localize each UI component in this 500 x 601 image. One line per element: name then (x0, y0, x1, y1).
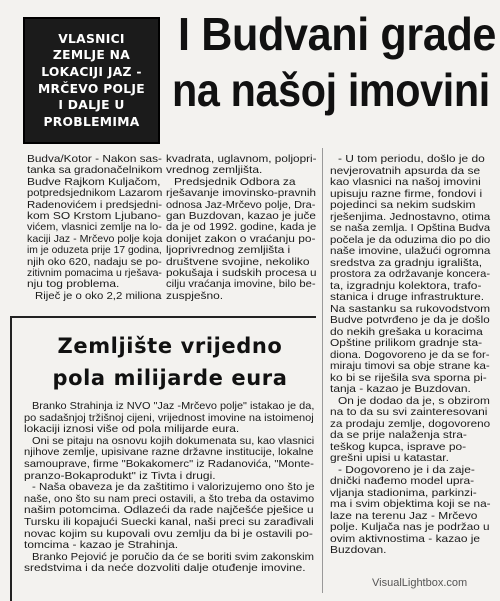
sidebar-headline-line: Zemljište vrijedno (57, 334, 283, 358)
text-line: tanja - kazao je Buzdovan. (330, 384, 471, 395)
text-line: sredstvima i da neće dozvoliti dalje otuđenje imovine. (24, 563, 306, 575)
text-line: - U tom periodu, došlo je do (338, 154, 485, 165)
kicker-line: LOKACIJI JAZ - (41, 64, 142, 79)
kicker-line: MRČEVO POLJE (37, 81, 146, 96)
text-line: vljanja stadionima, parkinzi- (330, 487, 477, 499)
kicker-box (23, 17, 160, 144)
text-line: tanka sa gradonačelnikom (27, 165, 163, 177)
kicker-line: VLASNICI (58, 31, 125, 46)
headline-line: na našoj imovini (172, 64, 490, 116)
text-line: ma i svim objektima koji se na- (330, 499, 491, 510)
text-line: ljoprivrednog zemljišta i (166, 245, 291, 257)
text-line: vrednog zemljišta. (166, 165, 263, 177)
text-line: Buzdovan. (330, 545, 387, 556)
text-line: Predsjednik Odbora za (174, 176, 296, 188)
text-line: polje. Kuljača nas je podržao u (330, 522, 490, 533)
text-line: - Dogovoreno je i da zaje- (338, 464, 475, 476)
text-line: laze na terenu Jaz - Mrčevo (330, 510, 478, 522)
text-line: lokaciji iznosi više od pola milijarde eura. (24, 424, 240, 436)
text-line: zuspješno. (166, 290, 224, 302)
text-line: stanica i druge infrastrukture. (330, 292, 485, 303)
text-line: nju tog problema. (27, 279, 120, 291)
text-line: društvene svojine, nekoliko (166, 256, 310, 268)
text-line: pojedinci sa nekim sudskim (330, 200, 476, 211)
headline-line: I Budvani grade (178, 8, 497, 60)
text-line: Riječ je o oko 2,2 miliona (35, 290, 162, 302)
sidebar-headline-line: pola milijarde eura (52, 366, 288, 390)
text-line: sredstva za gradnju igrališta, (330, 257, 483, 269)
text-line: ko bi se riješila sva sporna pi- (330, 372, 487, 384)
text-line: - Naša obaveza je da zaštitimo i valorizujemo ono što je (32, 482, 315, 494)
text-line: na to da su svi zainteresovani (330, 407, 488, 418)
text-line: miraju timovi sa obje strane ka- (330, 361, 490, 372)
text-line: On je dodao da je, s obzirom (338, 395, 490, 407)
text-line: prostora za održavanje koncera- (330, 269, 491, 280)
text-line: vićem, vlasnici zemlje na lo- (27, 222, 162, 234)
headline (170, 6, 496, 126)
text-line: Budva/Kotor - Nakon sas- (27, 154, 162, 165)
text-line: Budve potvrđeno je da je došlo (330, 315, 490, 326)
kicker-line: I DALJE U (58, 98, 125, 113)
text-line: kvadrata, uglavnom, poljopri- (166, 154, 317, 165)
sidebar-headline (24, 330, 316, 394)
text-line: donijet zakon o vraćanju po- (166, 233, 316, 245)
text-line: ta, izgradnju kolektora, trafo- (330, 280, 482, 292)
text-line: pranzo-Bokaprodukt" iz Tivta i drugi. (24, 470, 216, 482)
text-line: našim potomcima. Odlazeći da rade najčešće pješice u (24, 505, 314, 517)
text-line: grešni upisi u katastar. (330, 453, 449, 464)
text-line: ovim aktivnostima - kazao je (330, 533, 481, 545)
text-line: Opštine prilikom gradnje sta- (330, 338, 483, 349)
text-line: tomcima - kazao je Strahinja. (24, 540, 179, 552)
text-line: naše imovine, ulažući ogromna (330, 246, 491, 257)
text-line: Tursku ili kopajući Suecki kanal, naši preci su zarađivali (24, 517, 314, 528)
text-line: Na sastanku sa rukovodstvom (330, 303, 491, 315)
column-rule (322, 148, 323, 593)
text-line: dnički nađemo model upra- (330, 476, 475, 487)
text-line: do nekih grešaka u koracima (330, 326, 483, 338)
text-line: novac kojim su kupovali ovu zemlju da bi je ostavili po- (24, 528, 313, 540)
text-line: da je od 1992. godine, kada je (166, 222, 317, 234)
text-line: gan Buzdovan, kazao je juče (166, 211, 316, 222)
text-line: zitivnim pomacima u rješava- (27, 268, 162, 279)
text-line: odnosa Jaz-Mrčevo polje, Dra- (166, 199, 316, 211)
text-line: njih oko 620, nadaju se po- (27, 256, 162, 268)
kicker-line: ZEMLJE NA (52, 48, 131, 63)
text-line: za prodaju zemlje, dogovoreno (330, 418, 491, 430)
text-line: rješavanje imovinsko-pravnih (166, 188, 316, 200)
text-line: Radenovićem i predsjedni- (27, 199, 163, 211)
text-line: počela je da oduzima dio po dio (330, 234, 491, 246)
text-line: teškog kupca, isprave po- (330, 441, 467, 453)
text-line: kom SO Krstom Ljubano- (27, 211, 162, 222)
text-line: im je oduzeta prije 17 godina, (27, 245, 162, 257)
text-line: se naša zemlja. I Opština Budva (330, 223, 491, 234)
text-line: nevjerovatnih apsurda da se (330, 165, 481, 177)
text-line: kaciji Jaz - Mrčevo polje koja (27, 233, 163, 245)
text-line: upisuju razne firme, fondovi i (330, 188, 483, 200)
text-line: njihove zemlje, upisivane razne državne institucije, lokalne (24, 447, 314, 459)
text-line: pokušaja i sudskih procesa u (166, 268, 317, 279)
text-line: samouprave, firme "Bokakomerc" iz Radanovića, "Monte- (24, 459, 314, 470)
text-line: Oni se pitaju na osnovu kojih dokumenata su, kao vlasnici (32, 435, 315, 447)
text-line: rješenjima. Jednostavno, otima (330, 211, 491, 223)
text-line: Branko Strahinja iz NVO "Jaz -Mrčevo polje" istakao je da, (32, 401, 315, 412)
text-line: Branko Pejović je poručio da će se boriti svim zakonskim (32, 551, 314, 563)
text-line: po sadašnjoj tržišnoj cijeni, vrijednost imovine na istoimenoj (24, 412, 314, 424)
text-line: cilju vraćanja imovine, bilo be- (166, 279, 316, 291)
text-line: da se prije nalaženja stra- (330, 430, 467, 441)
text-line: Budve Rajkom Kuljačom, (27, 176, 161, 188)
kicker-line: PROBLEMIMA (43, 114, 140, 129)
text-line: kao vlasnici na našoj imovini (330, 177, 481, 188)
text-line: diona. Dogovoreno je da se for- (330, 349, 490, 361)
watermark: VisualLightbox.com (372, 577, 468, 589)
text-line: potpredsjednikom Lazarom (27, 188, 163, 200)
text-line: naše, ono što su nam preci ostavili, a što treba da ostavimo (24, 493, 315, 505)
